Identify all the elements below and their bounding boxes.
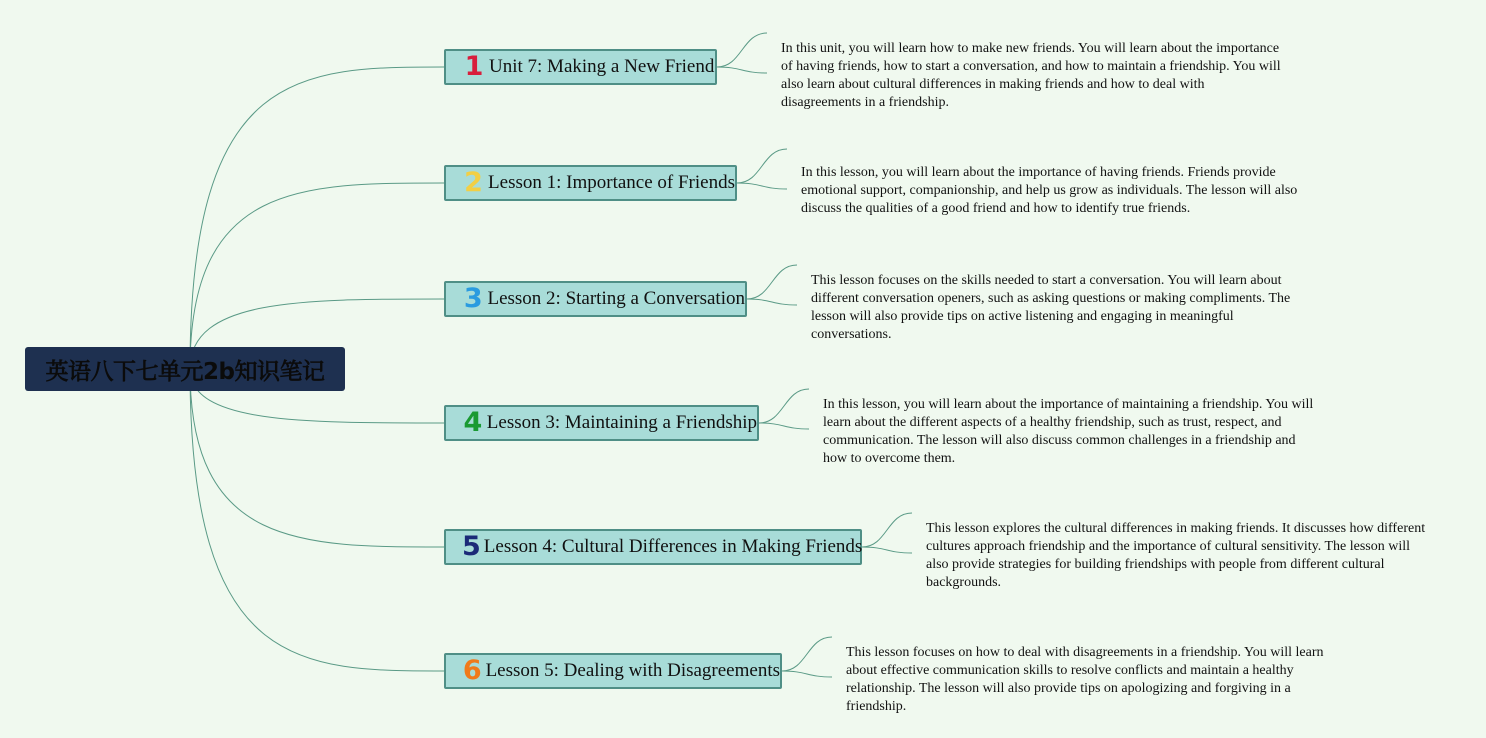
topic-title: Lesson 3: Maintaining a Friendship xyxy=(486,412,757,433)
topic-node-1[interactable] xyxy=(444,49,717,85)
root-title: 英语八下七单元2b知识笔记 xyxy=(45,358,325,385)
description-bracket-bottom-4 xyxy=(759,423,809,429)
root-connector-2 xyxy=(190,183,444,369)
topic-description-3: This lesson focuses on the skills needed to start a conversation. You will learn about different conversation openers, such as asking questions or making compliments. The lesson will also provide tips on active listening and engaging in meaningful conversations. xyxy=(811,273,1291,342)
description-bracket-top-1 xyxy=(717,33,767,67)
topic-title: Lesson 5: Dealing with Disagreements xyxy=(485,660,780,681)
description-bracket-top-2 xyxy=(737,149,787,183)
root-node[interactable] xyxy=(25,347,345,391)
description-bracket-bottom-5 xyxy=(862,547,912,553)
description-bracket-bottom-6 xyxy=(782,671,832,677)
number-1-icon: 1 xyxy=(464,51,484,82)
root-connector-6 xyxy=(190,369,444,671)
topic-description-2: In this lesson, you will learn about the importance of having friends. Friends provide emotional support, companionship, and help us grow as individuals. The lesson will also discuss the qualities of a good friend and how to identify true friends. xyxy=(801,165,1298,216)
number-6-icon: 6 xyxy=(462,655,482,686)
number-2-icon: 2 xyxy=(464,167,483,198)
topic-title: Unit 7: Making a New Friend xyxy=(489,56,715,77)
description-bracket-top-6 xyxy=(782,637,832,671)
topic-description-4: In this lesson, you will learn about the importance of maintaining a friendship. You will learn about the different aspects of a healthy friendship, such as trust, respect, and communication. The lesson will also discuss common challenges in a friendship and how to overcome them. xyxy=(823,397,1314,466)
description-bracket-top-3 xyxy=(747,265,797,299)
topic-node-6[interactable] xyxy=(444,653,782,689)
description-bracket-bottom-1 xyxy=(717,67,767,73)
description-bracket-top-4 xyxy=(759,389,809,423)
topic-node-3[interactable] xyxy=(444,281,747,317)
description-bracket-top-5 xyxy=(862,513,912,547)
topic-node-2[interactable] xyxy=(444,165,737,201)
topic-description-5: This lesson explores the cultural differences in making friends. It discusses how different cultures approach friendship and the importance of cultural sensitivity. The lesson will also provide strategies for building friendships with people from different cultural backgrounds. xyxy=(926,521,1426,590)
number-4-icon: 4 xyxy=(463,407,483,438)
topic-title: Lesson 4: Cultural Differences in Making Friends xyxy=(483,536,863,557)
description-bracket-bottom-3 xyxy=(747,299,797,305)
topic-node-5[interactable] xyxy=(444,529,862,565)
root-connector-5 xyxy=(190,369,444,547)
number-5-icon: 5 xyxy=(462,531,481,562)
root-connector-1 xyxy=(190,67,444,369)
number-3-icon: 3 xyxy=(463,283,483,314)
topic-title: Lesson 2: Starting a Conversation xyxy=(487,288,745,309)
topic-node-4[interactable] xyxy=(444,405,759,441)
topic-title: Lesson 1: Importance of Friends xyxy=(488,172,735,193)
topic-description-6: This lesson focuses on how to deal with disagreements in a friendship. You will learn about effective communication skills to resolve conflicts and maintain a healthy relationship. The lesson will also provide tips on apologizing and forgiving in a friendship. xyxy=(846,645,1324,714)
description-bracket-bottom-2 xyxy=(737,183,787,189)
topic-description-1: In this unit, you will learn how to make new friends. You will learn about the importance of having friends, how to start a conversation, and how to maintain a friendship. You will also learn about cultural differences in making friends and how to deal with disagreements in a friendship. xyxy=(781,41,1281,110)
